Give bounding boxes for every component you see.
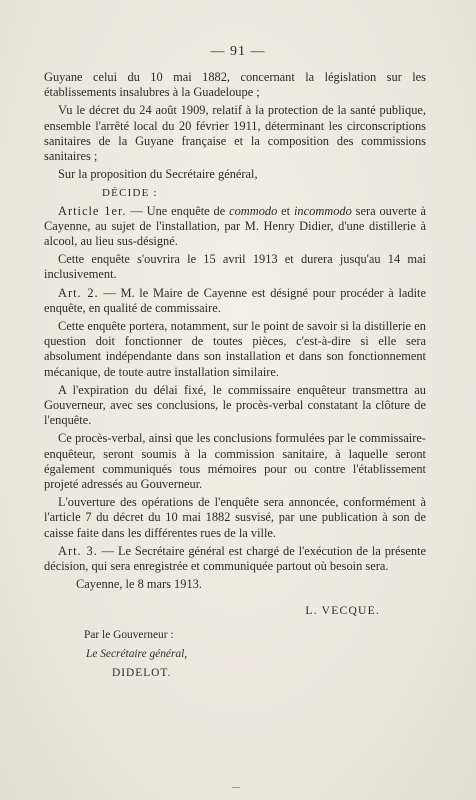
paragraph-enquete-portera: Cette enquête portera, notamment, sur le point de savoir si la distillerie en question doit fonctionner de toutes pièces, c'est-à-dire si elle sera absolument indépendante dans son installation et dans son fonctionnement mécanique, de toute autre installation similaire. — [44, 319, 426, 379]
article-3 — [44, 544, 426, 574]
signature: L. VECQUE. — [305, 603, 380, 617]
par-gouverneur: Par le Gouverneur : — [84, 628, 174, 641]
article-1-label: Article 1er. — [58, 203, 127, 218]
article-2-label: Art. 2. — [58, 285, 99, 300]
article-3-text: — Le Secrétaire général est chargé de l'exécution de la présente décision, qui sera enregistrée et communiquée partout où besoin sera. — [44, 543, 426, 574]
paragraph-proposition: Sur la proposition du Secrétaire général, — [58, 167, 258, 182]
article-2 — [44, 286, 426, 316]
date-line: Cayenne, le 8 mars 1913. — [76, 577, 202, 592]
article-1 — [44, 204, 426, 250]
page-edge-mark — [232, 787, 240, 788]
paragraph-expiration: A l'expiration du délai fixé, le commissaire enquêteur transmettra au Gouverneur, avec ses conclusions, le procès-verbal constatant la clôture de l'enquête. — [44, 382, 426, 428]
document-body — [44, 70, 426, 683]
article-1-text-c: sera ouverte à Cayenne, au sujet de l'installation, par M. Henry Didier, d'une distillerie à alcool, au lieu sus-désigné. — [44, 203, 427, 249]
paragraph-proces-verbal: Ce procès-verbal, ainsi que les conclusions formulées par le commissaire-enquêteur, seront soumis à la commission sanitaire, à laquelle seront également communiqués tous mémoires pour ou contre l'établissement projeté adressés au Gouverneur. — [44, 431, 426, 492]
article-2-text: — M. le Maire de Cayenne est désigné pour procéder à ladite enquête, en qualité de commissaire. — [44, 285, 426, 315]
secretaire-name: DIDELOT. — [112, 666, 172, 679]
paragraph-dates: Cette enquête s'ouvrira le 15 avril 1913 et durera jusqu'au 14 mai inclusivement. — [44, 252, 426, 282]
article-1-commodo: commodo — [229, 203, 278, 218]
article-1-incommodo: incommodo — [293, 203, 352, 218]
article-3-label: Art. 3. — [58, 543, 98, 558]
paragraph-continuation: Guyane celui du 10 mai 1882, concernant la législation sur les établissements insalubres à la Guadeloupe ; — [44, 70, 426, 100]
paragraph-ouverture: L'ouverture des opérations de l'enquête sera annoncée, conformément à l'article 7 du décret du 10 mai 1882 susvisé, par une publication à son de caisse faite dans les différentes rues de la ville. — [44, 495, 426, 540]
paragraph-vu-decret: Vu le décret du 24 août 1909, relatif à la protection de la santé publique, ensemble l'arrêté local du 20 février 1911, déterminant les circonscriptions sanitaires de la Guyane française et la composition des commissions sanitaires ; — [44, 103, 426, 164]
page-number: — 91 — — [210, 44, 266, 59]
countersignature-block — [84, 626, 426, 683]
article-1-text-a: — Une enquête de — [126, 203, 230, 218]
secretaire-title: Le Secrétaire général, — [86, 647, 188, 660]
decide-heading: DÉCIDE : — [102, 187, 158, 200]
article-1-text-b: et — [277, 203, 294, 218]
